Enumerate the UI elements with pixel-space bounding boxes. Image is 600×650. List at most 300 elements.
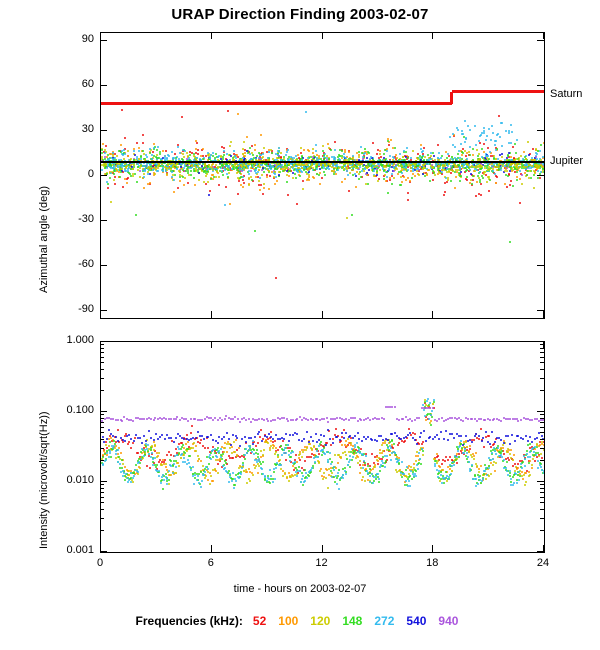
data-point xyxy=(106,452,108,454)
data-point xyxy=(322,145,324,147)
data-point xyxy=(342,477,344,479)
data-point xyxy=(540,453,542,455)
data-point xyxy=(140,155,142,157)
data-point xyxy=(476,181,478,183)
data-point xyxy=(260,134,262,136)
data-point xyxy=(522,461,524,463)
data-point xyxy=(408,480,410,482)
jupiter-reference-line xyxy=(308,161,313,163)
data-point xyxy=(369,481,371,483)
data-point xyxy=(327,487,329,489)
jupiter-reference-line xyxy=(461,161,466,163)
data-point xyxy=(469,169,471,171)
data-point xyxy=(504,183,506,185)
data-point xyxy=(187,155,189,157)
data-point xyxy=(280,464,282,466)
data-point xyxy=(317,456,319,458)
data-point xyxy=(351,166,353,168)
data-point xyxy=(441,171,443,173)
data-point xyxy=(128,434,130,436)
data-point xyxy=(403,176,405,178)
data-point xyxy=(302,188,304,190)
data-point xyxy=(493,443,495,445)
jupiter-reference-line xyxy=(398,161,403,163)
data-point xyxy=(200,155,202,157)
data-point xyxy=(509,241,511,243)
data-point xyxy=(245,469,247,471)
data-point xyxy=(274,478,276,480)
data-point xyxy=(334,454,336,456)
data-point xyxy=(347,464,349,466)
data-point xyxy=(460,143,462,145)
data-point xyxy=(202,158,204,160)
data-point xyxy=(158,475,160,477)
data-point xyxy=(156,170,158,172)
data-point xyxy=(305,111,307,113)
data-point xyxy=(526,174,528,176)
data-point xyxy=(196,142,198,144)
data-point xyxy=(465,170,467,172)
data-point xyxy=(259,436,261,438)
data-point xyxy=(475,485,477,487)
data-point xyxy=(360,176,362,178)
data-point xyxy=(312,167,314,169)
data-point xyxy=(107,154,109,156)
data-point xyxy=(445,456,447,458)
data-point xyxy=(224,447,226,449)
data-point xyxy=(476,169,478,171)
data-point xyxy=(149,168,151,170)
data-point xyxy=(461,133,463,135)
data-point xyxy=(501,456,503,458)
data-point xyxy=(488,435,490,437)
data-point xyxy=(337,472,339,474)
data-point xyxy=(243,141,245,143)
data-point xyxy=(204,471,206,473)
data-point xyxy=(126,182,128,184)
data-point xyxy=(157,455,159,457)
data-point xyxy=(238,477,240,479)
data-point xyxy=(162,488,164,490)
data-point xyxy=(139,437,141,439)
data-point xyxy=(187,182,189,184)
data-point xyxy=(238,447,240,449)
data-point xyxy=(190,170,192,172)
data-point xyxy=(159,153,161,155)
data-point xyxy=(147,444,149,446)
data-point xyxy=(338,488,340,490)
data-point xyxy=(109,441,111,443)
data-point xyxy=(323,171,325,173)
data-point xyxy=(431,167,433,169)
data-point xyxy=(483,173,485,175)
data-point xyxy=(543,472,545,474)
data-point xyxy=(428,404,430,406)
data-point xyxy=(136,142,138,144)
data-point xyxy=(391,173,393,175)
data-point xyxy=(440,474,442,476)
data-point xyxy=(116,155,118,157)
data-point xyxy=(248,173,250,175)
data-point xyxy=(109,450,111,452)
jupiter-reference-line xyxy=(281,161,286,163)
data-point xyxy=(476,465,478,467)
data-point xyxy=(338,167,340,169)
data-point xyxy=(179,171,181,173)
data-point xyxy=(475,166,477,168)
data-point xyxy=(143,435,145,437)
data-point xyxy=(495,462,497,464)
data-point xyxy=(162,150,164,152)
data-point xyxy=(239,177,241,179)
data-point xyxy=(301,472,303,474)
data-point xyxy=(222,174,224,176)
data-point xyxy=(130,472,132,474)
data-point xyxy=(101,152,103,154)
data-point xyxy=(288,156,290,158)
jupiter-reference-line xyxy=(209,161,214,163)
data-point xyxy=(263,449,265,451)
data-point xyxy=(262,193,264,195)
data-point xyxy=(290,158,292,160)
data-point xyxy=(231,452,233,454)
data-point xyxy=(437,144,439,146)
data-point xyxy=(318,174,320,176)
data-point xyxy=(512,476,514,478)
data-point xyxy=(276,180,278,182)
data-point xyxy=(333,173,335,175)
data-point xyxy=(343,168,345,170)
data-point xyxy=(273,471,275,473)
data-point xyxy=(127,150,129,152)
data-point xyxy=(533,451,535,453)
data-point xyxy=(168,155,170,157)
data-point xyxy=(444,460,446,462)
data-point xyxy=(115,436,117,438)
data-point xyxy=(225,186,227,188)
data-point xyxy=(351,448,353,450)
data-point xyxy=(181,453,183,455)
data-point xyxy=(351,459,353,461)
data-point xyxy=(525,472,527,474)
data-point xyxy=(229,447,231,449)
data-point xyxy=(217,447,219,449)
data-point xyxy=(391,183,393,185)
data-point xyxy=(206,173,208,175)
data-point xyxy=(228,481,230,483)
data-point xyxy=(494,450,496,452)
data-point xyxy=(185,443,187,445)
data-point xyxy=(408,428,410,430)
jupiter-reference-line xyxy=(263,161,268,163)
data-point xyxy=(502,444,504,446)
data-point xyxy=(143,176,145,178)
data-point xyxy=(172,472,174,474)
data-point xyxy=(510,180,512,182)
data-point xyxy=(543,171,545,173)
jupiter-reference-line xyxy=(362,161,367,163)
data-point xyxy=(483,143,485,145)
data-point xyxy=(299,459,301,461)
data-point xyxy=(232,434,234,436)
data-point xyxy=(380,156,382,158)
data-point xyxy=(252,474,254,476)
data-point xyxy=(135,434,137,436)
data-point xyxy=(488,467,490,469)
data-point xyxy=(254,230,256,232)
jupiter-reference-line xyxy=(146,161,151,163)
data-point xyxy=(303,149,305,151)
data-point xyxy=(301,167,303,169)
data-point xyxy=(104,453,106,455)
data-point xyxy=(302,484,304,486)
data-point xyxy=(221,146,223,148)
data-point xyxy=(510,478,512,480)
data-point xyxy=(179,180,181,182)
data-point xyxy=(518,167,520,169)
data-point xyxy=(481,165,483,167)
data-point xyxy=(139,170,141,172)
data-point xyxy=(522,478,524,480)
data-point xyxy=(541,441,543,443)
data-point xyxy=(386,150,388,152)
data-point xyxy=(417,468,419,470)
data-point xyxy=(191,425,193,427)
jupiter-reference-line xyxy=(245,161,250,163)
data-point xyxy=(279,459,281,461)
data-point xyxy=(142,457,144,459)
data-point xyxy=(202,465,204,467)
data-point xyxy=(478,438,480,440)
data-point xyxy=(153,441,155,443)
data-point xyxy=(150,449,152,451)
data-point xyxy=(405,179,407,181)
data-point xyxy=(170,460,172,462)
data-point xyxy=(106,181,108,183)
jupiter-reference-line xyxy=(335,161,340,163)
data-point xyxy=(207,468,209,470)
data-point xyxy=(447,165,449,167)
data-point xyxy=(175,437,177,439)
data-point xyxy=(385,460,387,462)
data-point xyxy=(142,165,144,167)
data-point xyxy=(257,453,259,455)
data-point xyxy=(245,441,247,443)
data-point xyxy=(171,151,173,153)
data-point xyxy=(297,164,299,166)
jupiter-reference-line xyxy=(353,161,358,163)
data-point xyxy=(284,168,286,170)
data-point xyxy=(382,462,384,464)
data-point xyxy=(302,180,304,182)
data-point xyxy=(457,129,459,131)
data-point xyxy=(490,462,492,464)
data-point xyxy=(397,173,399,175)
data-point xyxy=(539,150,541,152)
data-point xyxy=(183,184,185,186)
data-point xyxy=(322,478,324,480)
data-point xyxy=(442,164,444,166)
data-point xyxy=(504,170,506,172)
data-point xyxy=(480,194,482,196)
data-point xyxy=(413,463,415,465)
data-point xyxy=(430,152,432,154)
data-point xyxy=(418,452,420,454)
data-point xyxy=(230,141,232,143)
data-point xyxy=(346,458,348,460)
data-point xyxy=(228,172,230,174)
data-point xyxy=(544,149,545,151)
data-point xyxy=(288,454,290,456)
data-point xyxy=(333,469,335,471)
data-point xyxy=(163,479,165,481)
data-point xyxy=(270,166,272,168)
data-point xyxy=(231,480,233,482)
data-point xyxy=(165,463,167,465)
data-point xyxy=(479,181,481,183)
jupiter-reference-line xyxy=(317,161,322,163)
data-point xyxy=(410,167,412,169)
data-point xyxy=(235,439,237,441)
data-point xyxy=(428,418,430,420)
data-point xyxy=(121,459,123,461)
data-point xyxy=(416,464,418,466)
data-point xyxy=(542,156,544,158)
data-point xyxy=(117,429,119,431)
data-point xyxy=(315,150,317,152)
data-point xyxy=(409,475,411,477)
data-point xyxy=(467,125,469,127)
data-point xyxy=(523,474,525,476)
data-point xyxy=(495,175,497,177)
data-point xyxy=(357,456,359,458)
data-point xyxy=(329,452,331,454)
data-point xyxy=(272,447,274,449)
data-point xyxy=(492,464,494,466)
data-point xyxy=(490,139,492,141)
data-point xyxy=(465,138,467,140)
data-point xyxy=(274,183,276,185)
data-point xyxy=(124,137,126,139)
data-point xyxy=(217,167,219,169)
data-point xyxy=(339,479,341,481)
data-point xyxy=(187,448,189,450)
data-point xyxy=(330,444,332,446)
data-point xyxy=(227,168,229,170)
jupiter-reference-line xyxy=(272,161,277,163)
data-point xyxy=(300,481,302,483)
data-point xyxy=(277,449,279,451)
jupiter-reference-line xyxy=(479,161,484,163)
data-point xyxy=(149,173,151,175)
data-point xyxy=(439,466,441,468)
data-point xyxy=(205,175,207,177)
data-point xyxy=(383,153,385,155)
data-point xyxy=(288,175,290,177)
data-point xyxy=(464,448,466,450)
data-point xyxy=(296,170,298,172)
data-point xyxy=(528,164,530,166)
data-point xyxy=(251,145,253,147)
data-point xyxy=(212,169,214,171)
data-point xyxy=(465,155,467,157)
data-point xyxy=(345,473,347,475)
data-point xyxy=(310,166,312,168)
data-point xyxy=(318,453,320,455)
data-point xyxy=(268,170,270,172)
data-point xyxy=(447,459,449,461)
data-point xyxy=(525,481,527,483)
data-point xyxy=(362,464,364,466)
data-point xyxy=(358,151,360,153)
data-point xyxy=(372,482,374,484)
data-point xyxy=(165,473,167,475)
data-point xyxy=(277,456,279,458)
data-point xyxy=(236,449,238,451)
data-point xyxy=(289,447,291,449)
data-point xyxy=(231,165,233,167)
data-point xyxy=(207,479,209,481)
jupiter-reference-line xyxy=(488,161,493,163)
data-point xyxy=(383,165,385,167)
data-point xyxy=(132,173,134,175)
data-point xyxy=(261,174,263,176)
data-point xyxy=(433,401,435,403)
data-point xyxy=(296,461,298,463)
jupiter-reference-line xyxy=(200,161,205,163)
data-point xyxy=(139,467,141,469)
data-point xyxy=(302,451,304,453)
data-point xyxy=(199,168,201,170)
data-point xyxy=(410,434,412,436)
data-point xyxy=(406,466,408,468)
data-point xyxy=(242,179,244,181)
data-point xyxy=(340,456,342,458)
data-point xyxy=(301,456,303,458)
data-point xyxy=(485,139,487,141)
data-point xyxy=(125,473,127,475)
data-point xyxy=(195,450,197,452)
data-point xyxy=(207,447,209,449)
data-point xyxy=(224,467,226,469)
data-point xyxy=(378,457,380,459)
data-point xyxy=(543,444,545,446)
data-point xyxy=(425,419,427,421)
data-point xyxy=(254,436,256,438)
data-point xyxy=(531,165,533,167)
data-point xyxy=(457,153,459,155)
data-point xyxy=(392,156,394,158)
data-point xyxy=(180,166,182,168)
data-point xyxy=(149,467,151,469)
jupiter-reference-line xyxy=(515,161,520,163)
data-point xyxy=(346,170,348,172)
data-point xyxy=(316,450,318,452)
data-point xyxy=(420,148,422,150)
data-point xyxy=(339,149,341,151)
data-point xyxy=(467,456,469,458)
data-point xyxy=(227,110,229,112)
data-point xyxy=(478,471,480,473)
data-point xyxy=(488,128,490,130)
data-point xyxy=(526,450,528,452)
data-point xyxy=(275,434,277,436)
data-point xyxy=(503,453,505,455)
data-point xyxy=(135,214,137,216)
data-point xyxy=(200,486,202,488)
data-point xyxy=(260,450,262,452)
data-point xyxy=(333,171,335,173)
